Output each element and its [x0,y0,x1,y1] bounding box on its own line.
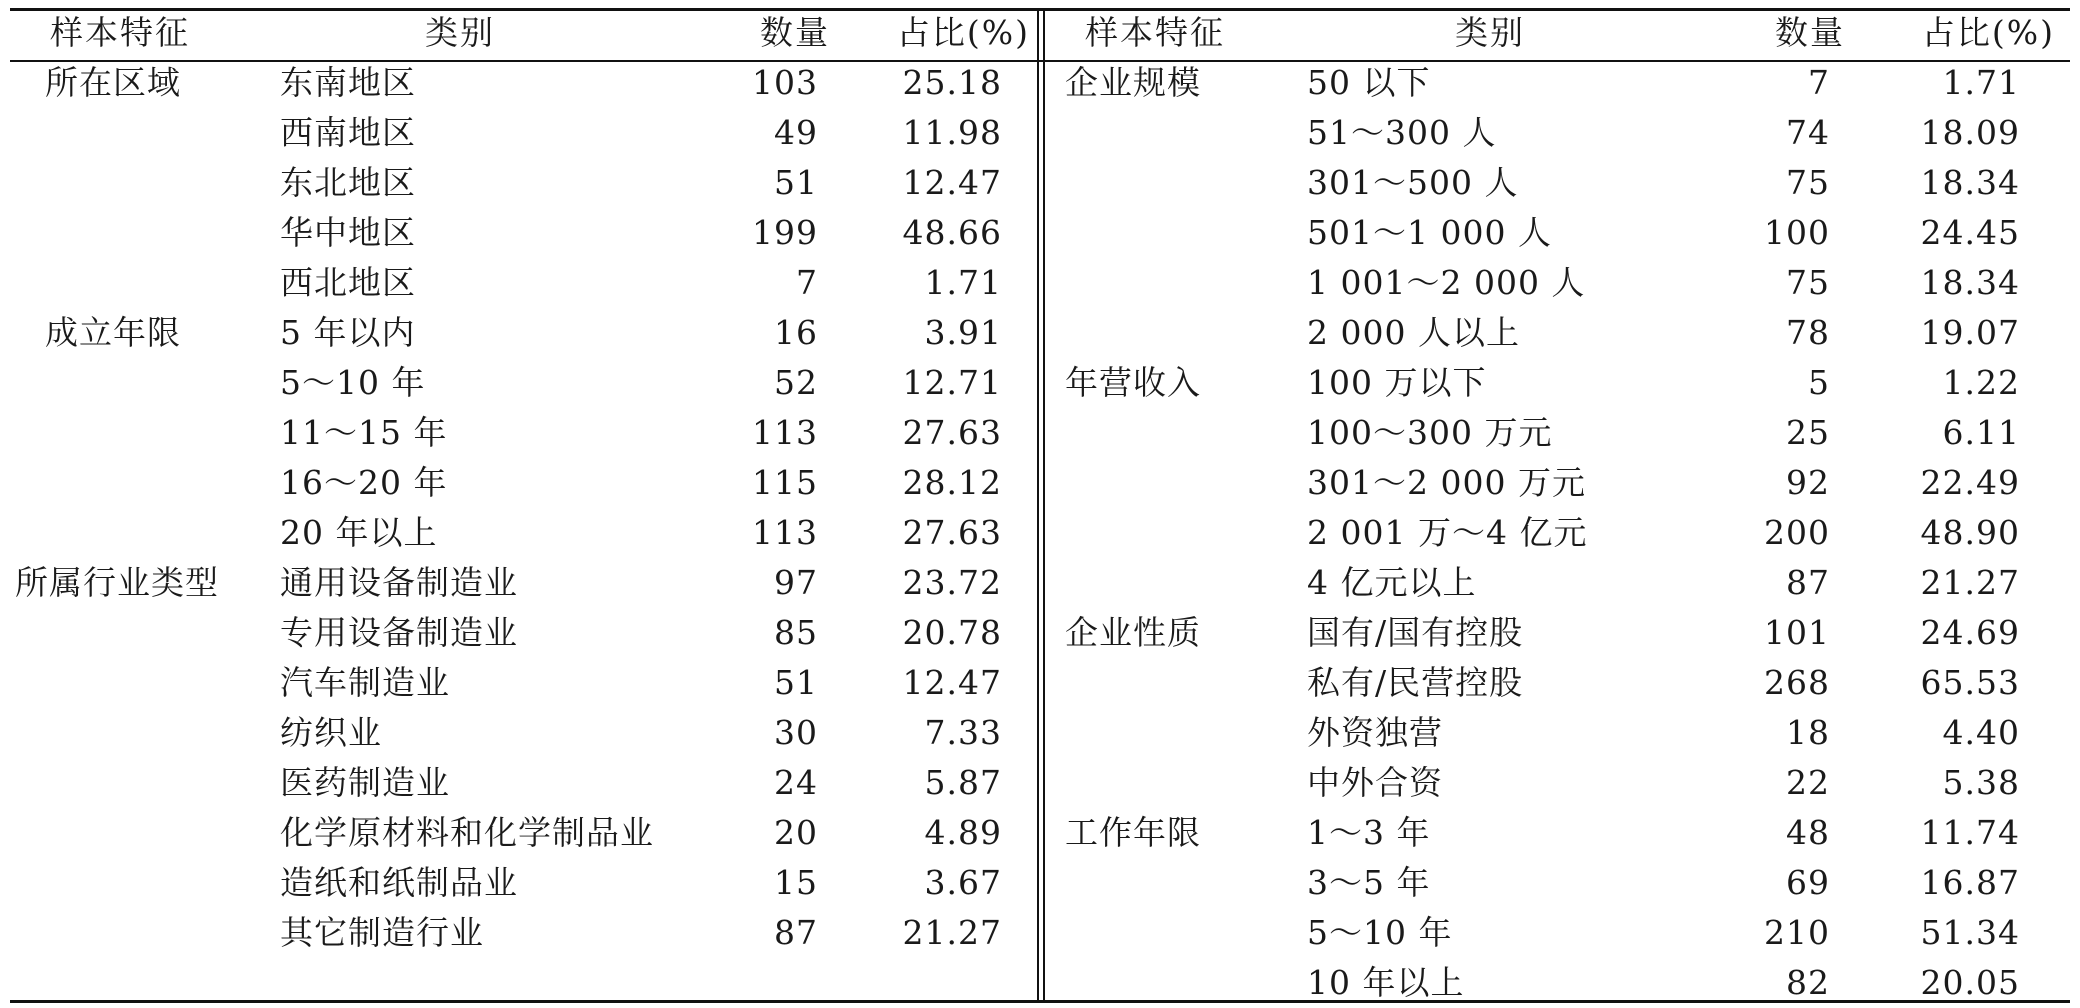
row-category: 私有/民营控股 [1307,663,1524,702]
row-category: 专用设备制造业 [280,613,518,652]
row-count: 268 [1764,663,1830,702]
column-divider [1037,8,1039,1003]
row-feature [1065,408,1265,458]
row-category: 东南地区 [280,63,416,102]
row-count: 7 [1808,63,1830,102]
row-count: 22 [1786,763,1830,802]
row-pct: 24.45 [1920,213,2020,252]
row-feature [1065,258,1265,308]
row-count: 69 [1786,863,1830,902]
row-feature [1065,208,1265,258]
row-feature [45,358,265,408]
row-count: 82 [1786,963,1830,1002]
row-feature [1065,908,1265,958]
row-category: 西北地区 [280,263,416,302]
row-count: 92 [1786,463,1830,502]
header-count-right: 数量 [1775,13,1845,52]
row-pct: 4.89 [924,813,1002,852]
row-category: 西南地区 [280,113,416,152]
row-pct: 18.34 [1920,163,2020,202]
row-count: 113 [752,513,818,552]
row-pct: 11.74 [1920,813,2020,852]
header-category-right: 类别 [1455,13,1525,52]
row-pct: 20.05 [1920,963,2020,1002]
row-feature [1065,658,1265,708]
row-category: 中外合资 [1307,763,1443,802]
row-pct: 28.12 [902,463,1002,502]
row-feature: 所在区域 [45,63,181,102]
row-count: 16 [774,313,818,352]
row-pct: 20.78 [902,613,1002,652]
row-feature [45,858,265,908]
row-count: 48 [1786,813,1830,852]
row-count: 49 [774,113,818,152]
row-pct: 27.63 [902,413,1002,452]
row-pct: 23.72 [902,563,1002,602]
row-category: 11～15 年 [280,413,448,452]
row-feature [45,158,265,208]
row-pct: 48.90 [1920,513,2020,552]
row-feature [45,808,265,858]
row-pct: 5.38 [1942,763,2020,802]
header-count-left: 数量 [760,13,830,52]
header-category-left: 类别 [425,13,495,52]
row-pct: 22.49 [1920,463,2020,502]
row-pct: 5.87 [924,763,1002,802]
row-count: 87 [774,913,818,952]
row-feature [1065,958,1265,1008]
row-count: 52 [774,363,818,402]
row-count: 101 [1764,613,1830,652]
row-category: 汽车制造业 [280,663,450,702]
header-pct-left: 占比(%) [896,13,1030,52]
row-feature [1065,308,1265,358]
row-category: 5～10 年 [280,363,426,402]
row-category: 51～300 人 [1307,113,1497,152]
row-feature [1065,558,1265,608]
row-feature [1065,158,1265,208]
row-pct: 19.07 [1920,313,2020,352]
row-count: 78 [1786,313,1830,352]
row-pct: 51.34 [1920,913,2020,952]
row-count: 75 [1786,263,1830,302]
row-pct: 3.67 [924,863,1002,902]
row-category: 纺织业 [280,713,382,752]
row-feature: 所属行业类型 [15,563,219,602]
row-category: 100 万以下 [1307,363,1487,402]
row-pct: 24.69 [1920,613,2020,652]
row-category: 16～20 年 [280,463,448,502]
row-pct: 6.11 [1942,413,2020,452]
header-pct-right: 占比(%) [1921,13,2055,52]
row-category: 造纸和纸制品业 [280,863,518,902]
row-pct: 18.09 [1920,113,2020,152]
row-feature: 工作年限 [1065,813,1201,852]
row-category: 4 亿元以上 [1307,563,1477,602]
row-category: 医药制造业 [280,763,450,802]
row-category: 2 001 万～4 亿元 [1307,513,1588,552]
column-divider [1043,8,1045,1003]
row-category: 国有/国有控股 [1307,613,1524,652]
row-pct: 25.18 [902,63,1002,102]
row-count: 51 [774,663,818,702]
row-category: 2 000 人以上 [1307,313,1520,352]
row-count: 113 [752,413,818,452]
row-feature [1065,458,1265,508]
row-pct: 48.66 [902,213,1002,252]
row-pct: 12.47 [902,163,1002,202]
row-category: 501～1 000 人 [1307,213,1552,252]
row-category: 5 年以内 [280,313,416,352]
row-count: 15 [774,863,818,902]
row-pct: 65.53 [1920,663,2020,702]
row-feature [1065,508,1265,558]
row-count: 103 [752,63,818,102]
row-count: 75 [1786,163,1830,202]
row-feature [45,758,265,808]
row-count: 210 [1764,913,1830,952]
row-count: 18 [1786,713,1830,752]
row-pct: 1.71 [924,263,1002,302]
row-category: 1 001～2 000 人 [1307,263,1586,302]
row-category: 外资独营 [1307,713,1443,752]
row-feature [1065,708,1265,758]
row-feature [45,208,265,258]
row-feature [45,458,265,508]
row-category: 华中地区 [280,213,416,252]
row-count: 200 [1764,513,1830,552]
row-pct: 7.33 [924,713,1002,752]
row-feature [1065,108,1265,158]
row-count: 5 [1808,363,1830,402]
row-count: 24 [774,763,818,802]
row-pct: 21.27 [902,913,1002,952]
row-category: 东北地区 [280,163,416,202]
row-count: 7 [796,263,818,302]
row-category: 10 年以上 [1307,963,1465,1002]
row-count: 85 [774,613,818,652]
row-pct: 1.22 [1942,363,2020,402]
row-feature: 成立年限 [45,313,181,352]
row-feature [45,108,265,158]
row-count: 25 [1786,413,1830,452]
row-count: 115 [752,463,818,502]
row-pct: 3.91 [924,313,1002,352]
row-pct: 12.47 [902,663,1002,702]
row-category: 通用设备制造业 [280,563,518,602]
row-feature: 企业性质 [1065,613,1201,652]
row-category: 20 年以上 [280,513,438,552]
row-count: 87 [1786,563,1830,602]
row-category: 3～5 年 [1307,863,1431,902]
row-feature [45,258,265,308]
row-pct: 1.71 [1942,63,2020,102]
row-category: 100～300 万元 [1307,413,1553,452]
row-category: 5～10 年 [1307,913,1453,952]
row-count: 30 [774,713,818,752]
row-category: 其它制造行业 [280,913,484,952]
row-pct: 4.40 [1942,713,2020,752]
row-feature: 企业规模 [1065,63,1201,102]
row-feature [1065,758,1265,808]
row-feature [45,608,265,658]
row-pct: 12.71 [902,363,1002,402]
row-feature [45,508,265,558]
row-category: 1～3 年 [1307,813,1431,852]
row-pct: 11.98 [902,113,1002,152]
row-count: 74 [1786,113,1830,152]
row-feature [45,908,265,958]
row-feature [45,658,265,708]
row-feature [1065,858,1265,908]
header-feature-left: 样本特征 [50,13,190,52]
row-pct: 18.34 [1920,263,2020,302]
row-count: 199 [752,213,818,252]
row-pct: 16.87 [1920,863,2020,902]
row-pct: 21.27 [1920,563,2020,602]
row-pct: 27.63 [902,513,1002,552]
row-feature [45,408,265,458]
row-category: 50 以下 [1307,63,1431,102]
header-feature-right: 样本特征 [1085,13,1225,52]
row-category: 化学原材料和化学制品业 [280,813,654,852]
row-category: 301～500 人 [1307,163,1519,202]
row-count: 51 [774,163,818,202]
row-count: 100 [1764,213,1830,252]
row-feature [45,708,265,758]
row-category: 301～2 000 万元 [1307,463,1586,502]
row-count: 20 [774,813,818,852]
row-count: 97 [774,563,818,602]
row-feature: 年营收入 [1065,363,1201,402]
